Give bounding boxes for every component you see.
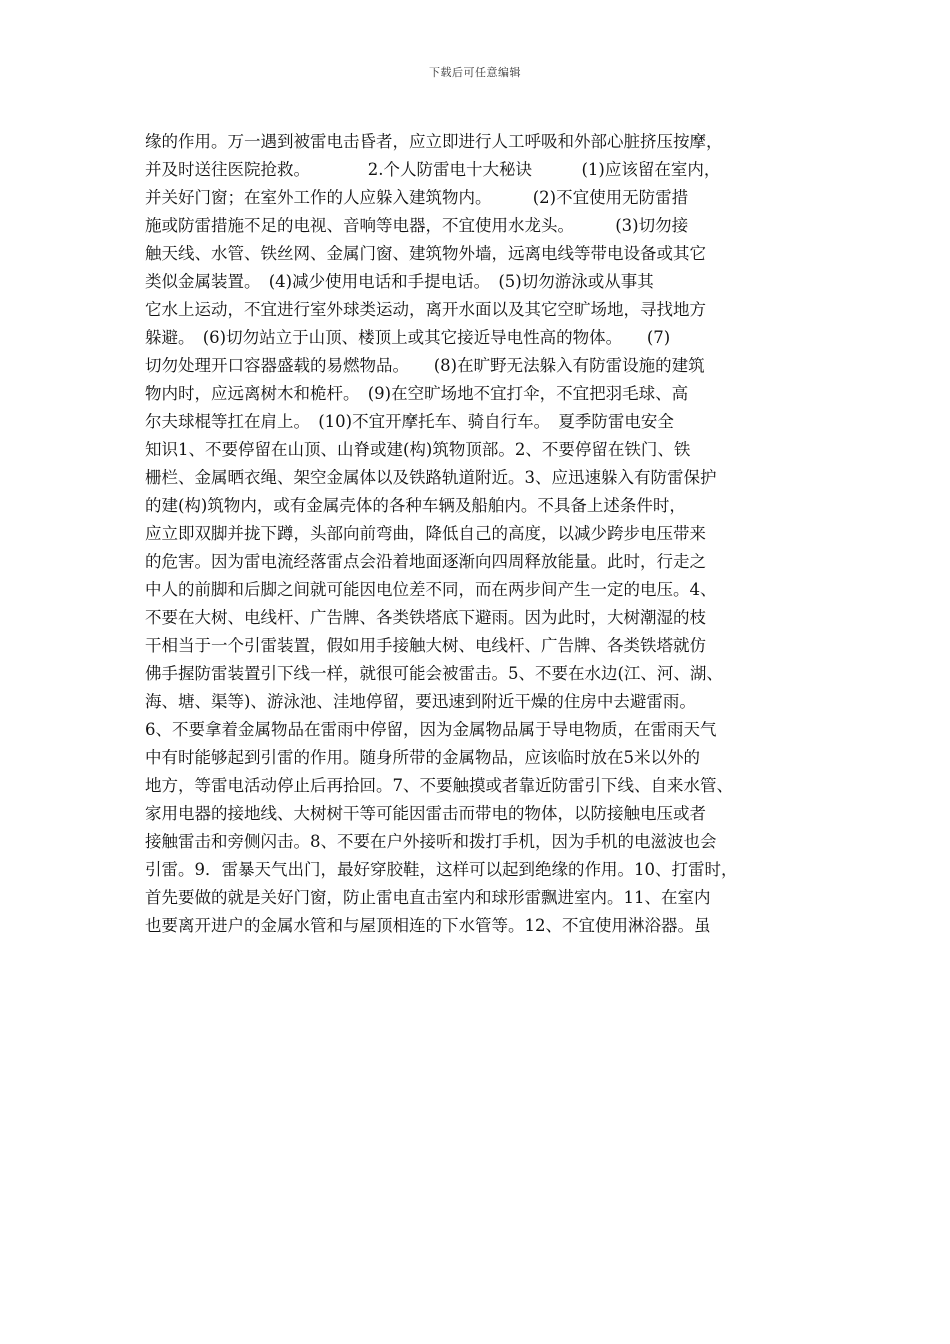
text-line: 中人的前脚和后脚之间就可能因电位差不同，而在两步间产生一定的电压。4、 xyxy=(145,580,717,599)
text-line: 应立即双脚并拢下蹲，头部向前弯曲，降低自己的高度，以减少跨步电压带来 xyxy=(145,524,706,543)
text-line: 知识1、不要停留在山顶、山脊或建(构)筑物顶部。2、不要停留在铁门、铁 xyxy=(145,440,691,459)
text-line: 干相当于一个引雷装置，假如用手接触大树、电线杆、广告牌、各类铁塔就仿 xyxy=(145,636,706,655)
text-line: 触天线、水管、铁丝网、金属门窗、建筑物外墙，远离电线等带电设备或其它 xyxy=(145,244,706,263)
text-line: 它水上运动，不宜进行室外球类运动，离开水面以及其它空旷场地，寻找地方 xyxy=(145,300,706,319)
text-line: 佛手握防雷装置引下线一样，就很可能会被雷击。5、不要在水边(江、河、湖、 xyxy=(145,664,723,683)
text-line: 类似金属装置。 (4)减少使用电话和手提电话。 (5)切勿游泳或从事其 xyxy=(145,272,654,291)
text-line: 6、不要拿着金属物品在雷雨中停留，因为金属物品属于导电物质，在雷雨天气 xyxy=(145,720,717,739)
text-line: 并及时送往医院抢救。 2.个人防雷电十大秘诀 (1)应该留在室内， xyxy=(145,160,721,179)
text-line: 中有时能够起到引雷的作用。随身所带的金属物品，应该临时放在5米以外的 xyxy=(145,748,700,767)
text-line: 切勿处理开口容器盛载的易燃物品。 (8)在旷野无法躲入有防雷设施的建筑 xyxy=(145,356,705,375)
text-line: 家用电器的接地线、大树树干等可能因雷击而带电的物体，以防接触电压或者 xyxy=(145,804,706,823)
text-line: 引雷。9．雷暴天气出门，最好穿胶鞋，这样可以起到绝缘的作用。10、打雷时， xyxy=(145,860,738,879)
text-line: 并关好门窗；在室外工作的人应躲入建筑物内。 (2)不宜使用无防雷措 xyxy=(145,188,689,207)
text-line: 的建(构)筑物内，或有金属壳体的各种车辆及船舶内。不具备上述条件时， xyxy=(145,496,686,515)
text-line: 尔夫球棍等扛在肩上。 (10)不宜开摩托车、骑自行车。 夏季防雷电安全 xyxy=(145,412,674,431)
text-line: 也要离开进户的金属水管和与屋顶相连的下水管等。12、不宜使用淋浴器。虽 xyxy=(145,916,711,935)
text-line: 地方，等雷电活动停止后再拾回。7、不要触摸或者靠近防雷引下线、自来水管、 xyxy=(145,776,733,795)
text-line: 的危害。因为雷电流经落雷点会沿着地面逐渐向四周释放能量。此时，行走之 xyxy=(145,552,706,571)
text-line: 海、塘、渠等)、游泳池、洼地停留，要迅速到附近干燥的住房中去避雷雨。 xyxy=(145,692,696,711)
page-header: 下载后可任意编辑 xyxy=(429,66,521,79)
text-line: 首先要做的就是关好门窗，防止雷电直击室内和球形雷飘进室内。11、在室内 xyxy=(145,888,711,907)
text-line: 不要在大树、电线杆、广告牌、各类铁塔底下避雨。因为此时，大树潮湿的枝 xyxy=(145,608,706,627)
text-line: 栅栏、金属晒衣绳、架空金属体以及铁路轨道附近。3、应迅速躲入有防雷保护 xyxy=(145,468,717,487)
text-line: 物内时，应远离树木和桅杆。 (9)在空旷场地不宜打伞，不宜把羽毛球、高 xyxy=(145,384,689,403)
text-line: 躲避。 (6)切勿站立于山顶、楼顶上或其它接近导电性高的物体。 (7) xyxy=(145,328,671,347)
body-text xyxy=(145,128,808,940)
text-line: 施或防雷措施不足的电视、音响等电器，不宜使用水龙头。 (3)切勿接 xyxy=(145,216,689,235)
text-line: 接触雷击和旁侧闪击。8、不要在户外接听和拨打手机，因为手机的电滋波也会 xyxy=(145,832,717,851)
text-line: 缘的作用。万一遇到被雷电击昏者，应立即进行人工呼吸和外部心脏挤压按摩， xyxy=(145,132,723,151)
